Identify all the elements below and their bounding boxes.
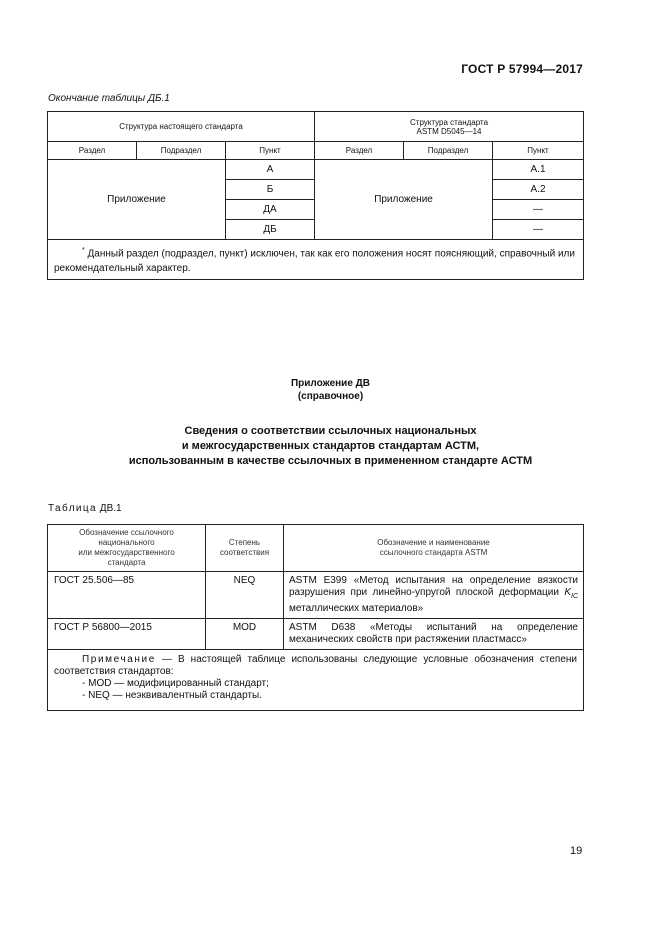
table1-col-header: Подраздел [404,142,493,160]
table2 [47,524,584,711]
desc-symbol: K [564,587,571,598]
table1-right-section: Приложение [315,160,493,240]
page-number: 19 [570,845,583,857]
table2-caption-word: Таблица [48,503,98,514]
table2-col2-line: Степень [228,538,261,547]
table1-right-point: — [493,220,584,240]
table1-right-point: А.1 [493,160,584,180]
table2-row-description [284,572,584,619]
table1-right-point: — [493,200,584,220]
table2-col1-line: национального [98,538,155,547]
table2-note [48,650,584,711]
table1-left-point: Б [226,180,315,200]
document-header-id: ГОСТ Р 57994—2017 [461,62,583,76]
table1-right-group-line2: ASTM D5045—14 [416,126,482,136]
table2-col-header-degree [206,525,284,572]
table2-col-header-astm [284,525,584,572]
table2-row-degree: NEQ [206,572,284,619]
desc-part: металлических материалов» [289,603,424,614]
table1-right-group-header [315,112,584,142]
table1-left-group-header: Структура настоящего стандарта [48,112,315,142]
desc-subscript: IC [571,593,578,600]
table1-col-header: Пункт [493,142,584,160]
table1-right-group-line1: Структура стандарта [410,117,489,127]
table1-footnote [48,240,584,280]
table1-left-point: А [226,160,315,180]
table2-note-item: - MOD — модифицированный стандарт; [82,678,269,689]
table2-caption-id: ДВ.1 [99,503,122,514]
table1-col-header: Пункт [226,142,315,160]
table2-row-standard: ГОСТ Р 56800—2015 [48,619,206,650]
table2-caption [48,503,122,514]
table2-row-standard: ГОСТ 25.506—85 [48,572,206,619]
desc-part: ASTM E399 «Метод испытания на определение вязкости разрушения при линейно-упругой плоской деформации [289,575,578,598]
table2-col1-line: Обозначение ссылочного [79,528,174,537]
table2-col2-line: соответствия [219,548,270,557]
table2-row-description: ASTM D638 «Методы испытаний на определение механических свойств при растяжении пластмасс» [284,619,584,650]
appendix-subtitle: (справочное) [297,391,364,402]
table1-left-point: ДБ [226,220,315,240]
table2-note-text: — В настоящей таблице использованы следующие условные обозначения степени соответствия стандартов: [54,654,577,677]
table2-row-degree: MOD [206,619,284,650]
table2-col1-line: стандарта [107,558,146,567]
table1-col-header: Раздел [315,142,404,160]
table1-right-point: А.2 [493,180,584,200]
table2-col3-line: Обозначение и наименование [377,538,490,547]
table2-col1-line: или межгосударственного [78,548,175,557]
table1-left-point: ДА [226,200,315,220]
table2-col3-line: ссылочного стандарта ASTM [379,548,488,557]
table2-note-paragraph [54,654,577,678]
appendix-info-line2: и межгосударственных стандартов стандартам АСТМ, [181,440,480,452]
appendix-info-line1: Сведения о соответствии ссылочных национальных [184,425,477,437]
table1-col-header: Раздел [48,142,137,160]
table1-left-section: Приложение [48,160,226,240]
table1-footnote-text: Данный раздел (подраздел, пункт) исключен, так как его положения носят поясняющий, справочный или рекомендательный характер. [54,248,575,275]
table1-col-header: Подраздел [137,142,226,160]
table1-caption: Окончание таблицы ДБ.1 [48,93,170,104]
table2-col-header-standard [48,525,206,572]
table1 [47,111,584,280]
appendix-title: Приложение ДВ [290,378,371,389]
footnote-mark: * [82,247,85,254]
table2-note-item: - NEQ — неэквивалентный стандарты. [82,690,262,701]
table2-note-label: Примечание [82,654,156,665]
appendix-info-line3: использованным в качестве ссылочных в примененном стандарте АСТМ [128,455,533,467]
